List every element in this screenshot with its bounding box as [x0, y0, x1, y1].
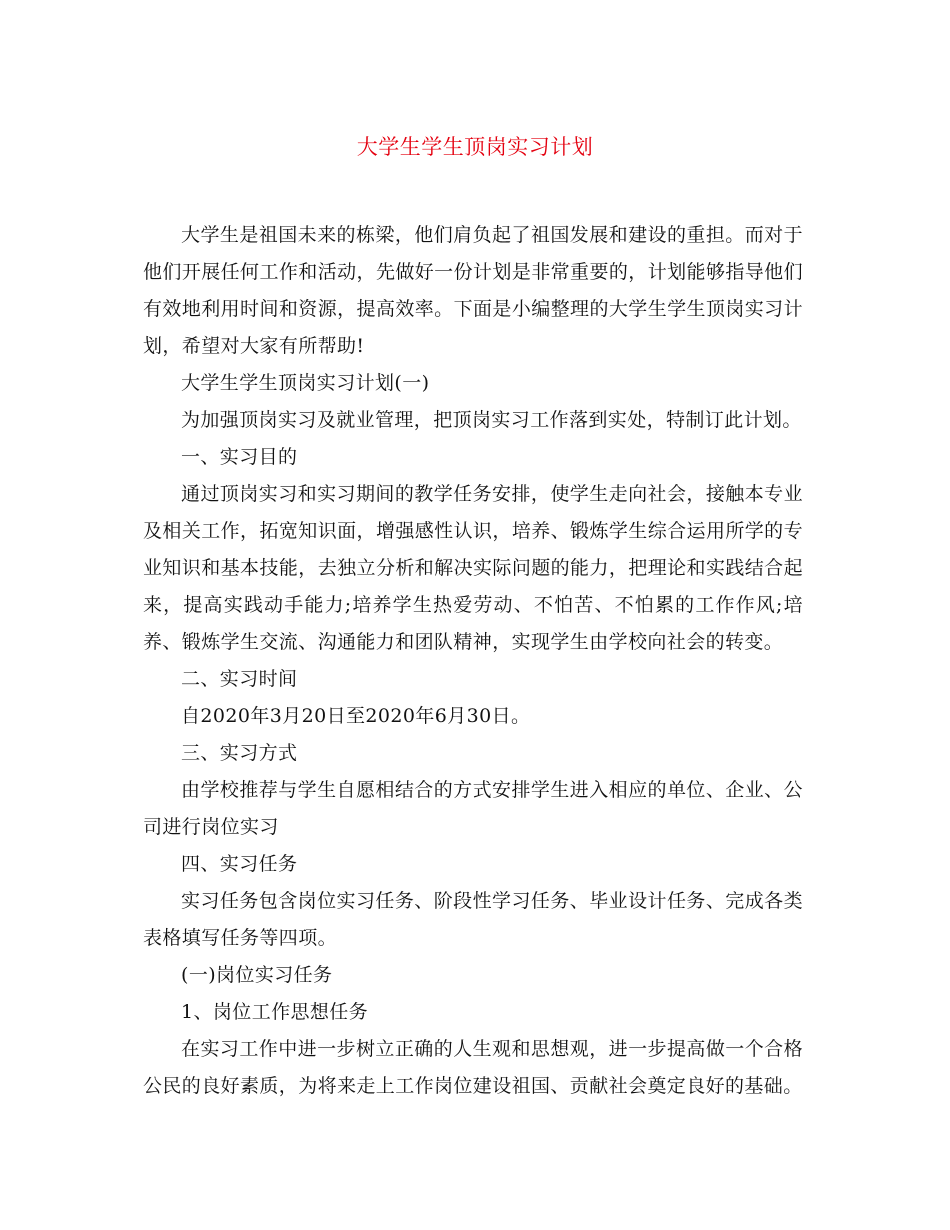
paragraph-method: 由学校推荐与学生自愿相结合的方式安排学生进入相应的单位、企业、公司进行岗位实习: [143, 779, 803, 838]
document-title: 大学生学生顶岗实习计划: [356, 135, 594, 159]
section-heading-method: 三、实习方式: [181, 742, 298, 764]
section-heading-objective: 一、实习目的: [181, 446, 298, 468]
paragraph-tasks: 实习任务包含岗位实习任务、阶段性学习任务、毕业设计任务、完成各类表格填写任务等四项。: [143, 890, 803, 949]
section-heading-tasks: 四、实习任务: [181, 853, 298, 875]
paragraph-time: 自2020年3月20日至2020年6月30日。: [181, 705, 531, 727]
paragraph-plan-purpose: 为加强顶岗实习及就业管理，把顶岗实习工作落到实处，特制订此计划。: [181, 409, 802, 431]
subsection-heading-post-tasks: (一)岗位实习任务: [181, 964, 333, 986]
paragraph-intro: 大学生是祖国未来的栋梁，他们肩负起了祖国发展和建设的重担。而对于他们开展任何工作和活动，先做好一份计划是非常重要的，计划能够指导他们有效地利用时间和资源，提高效率。下面是小编整理的大学生学生顶岗实习计划，希望对大家有所帮助!: [143, 224, 803, 357]
section-heading-time: 二、实习时间: [181, 668, 298, 690]
document-body: [143, 217, 803, 1105]
item-heading-ideology: 1、岗位工作思想任务: [181, 1001, 369, 1023]
paragraph-ideology: 在实习工作中进一步树立正确的人生观和思想观，进一步提高做一个合格公民的良好素质，为将来走上工作岗位建设祖国、贡献社会奠定良好的基础。: [143, 1038, 803, 1097]
paragraph-plan-heading: 大学生学生顶岗实习计划(一): [181, 372, 430, 394]
paragraph-objective: 通过顶岗实习和实习期间的教学任务安排，使学生走向社会，接触本专业及相关工作，拓宽知识面，增强感性认识，培养、锻炼学生综合运用所学的专业知识和基本技能，去独立分析和解决实际问题的能力，把理论和实践结合起来，提高实践动手能力;培养学生热爱劳动、不怕苦、不怕累的工作作风;培养、锻炼学生交流、沟通能力和团队精神，实现学生由学校向社会的转变。: [143, 483, 803, 653]
